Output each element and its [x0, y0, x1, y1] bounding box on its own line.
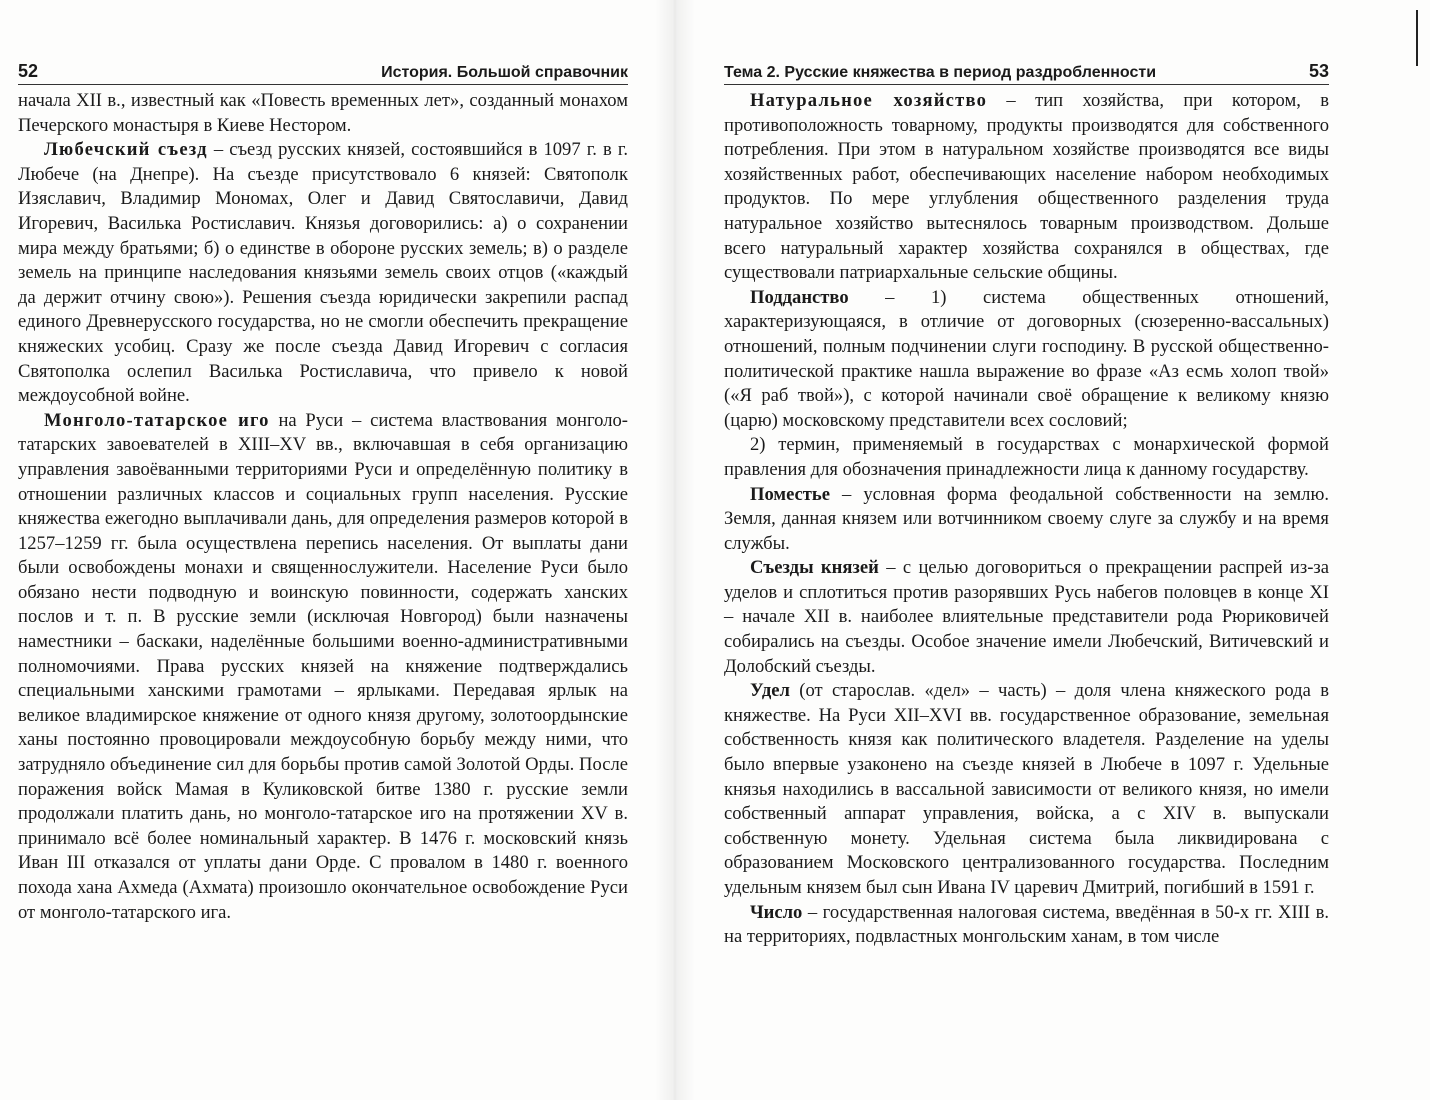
- paragraph-body: – тип хозяйства, при котором, в противоположность товарному, продукты производятся для собственного потребления. При этом в натуральном хозяйстве производятся все виды хозяйственных работ, обеспечивающих население набором необходимых продуктов. По мере углубления общественного разделения труда натуральное хозяйство вытеснялось товарным производством. Дольше всего натуральный характер хозяйства сохранялся в обществах, где существовали патриархальные сельские общины.: [724, 90, 1329, 284]
- left-page-number: 52: [18, 61, 39, 81]
- paragraph-body: – съезд русских князей, состоявшийся в 1097 г. в г. Любече (на Днепре). На съезде присутствовало 6 князей: Святополк Изяславич, Владимир Мономах, Олег и Давид Святославичи, Давид Игоревич, Василька Ростиславич. Князья договорились: а) о сохранении мира между братьями; б) о единстве в обороне русских земель; в) о разделе земель на принципе наследования князьями земель своих отцов («каждый да держит отчину свою»). Решения съезда юридически закрепили распад единого Древнерусского государства, но не смогли обеспечить прекращение княжеских усобиц. Сразу же после съезда Давид Игоревич с согласия Святополка ослепил Василька Ростиславича, что привело к новой междоусобной войне.: [18, 139, 628, 407]
- paragraph: [18, 138, 628, 409]
- paragraph-body: 2) термин, применяемый в государствах с монархической формой правления для обозначения принадлежности лица к данному государству.: [724, 434, 1329, 480]
- right-running-title: Тема 2. Русские княжества в период раздробленности: [724, 64, 1157, 81]
- left-running-head: [18, 58, 628, 85]
- paragraph-body: – государственная налоговая система, введённая в 50-х гг. XIII в. на территориях, подвластных монгольским ханам, в том числе: [724, 901, 1329, 948]
- paragraph: [18, 89, 628, 138]
- paragraph-body: начала XII в., известный как «Повесть временных лет», созданный монахом Печерского монастыря в Киеве Нестором.: [18, 90, 628, 136]
- paragraph: [18, 409, 628, 925]
- term: Любечский съезд: [44, 139, 208, 161]
- paragraph-body: – условная форма феодальной собственности на землю. Земля, данная князем или вотчинником своему слуге за службу и на время службы.: [724, 483, 1329, 554]
- paragraph: [724, 89, 1329, 286]
- left-running-title: История. Большой справочник: [381, 64, 628, 81]
- term: Число: [750, 901, 803, 923]
- right-running-head: [724, 58, 1329, 85]
- page-edge-mark: [1416, 10, 1418, 66]
- left-page-text: [18, 89, 628, 925]
- term: Натуральное хозяйство: [750, 90, 988, 111]
- paragraph-body: – 1) система общественных отношений, характеризующаяся, в отличие от договорных (сюзеренно-вассальных) отношений, полным подчинении слуги господину. В русской общественно-политической практике нашла выражение во фразе «Аз есмь холоп твой» («Я раб твой»), с которой начинали своё обращение к великому князю (царю) московскому представители всех сословий;: [724, 286, 1329, 431]
- right-page-number: 53: [1308, 61, 1329, 81]
- term: Подданство: [750, 286, 849, 308]
- paragraph-body: – с целью договориться о прекращении распрей из-за уделов и сплотиться против разорявших Русь набегов половцев в конце XI – начале XII в. наиболее влиятельные представители рода Рюриковичей собирались на съезды. Особое значение имели Любечский, Витичевский и Долобский съезды.: [724, 557, 1329, 677]
- term: Поместье: [750, 483, 831, 505]
- term: Монголо-татарское иго: [44, 409, 270, 431]
- right-page: [724, 58, 1329, 1078]
- paragraph-body: (от старослав. «дел» – часть) – доля члена княжеского рода в княжестве. На Руси XII–XVI вв. государственное образование, земельная собственность князя как политического владетеля. Разделение на уделы было впервые узаконено на съезде князей в Любече в 1097 г. Удельные князья находились в вассальной зависимости от великого князя, но имели собственный аппарат управления, войска, а с XIV в. выпускали собственную монету. Удельная система была ликвидирована с образованием Московского централизованного государства. Последним удельным князем был сын Ивана IV царевич Дмитрий, погибший в 1591 г.: [724, 680, 1329, 898]
- term: Съезды князей: [750, 557, 879, 579]
- paragraph: [724, 901, 1329, 950]
- term: Удел: [750, 680, 790, 702]
- paragraph: [724, 679, 1329, 900]
- left-page: [18, 58, 628, 1078]
- paragraph: [724, 556, 1329, 679]
- paragraph: [724, 286, 1329, 434]
- paragraph: [724, 483, 1329, 557]
- paragraph: [724, 433, 1329, 482]
- right-page-text: [724, 89, 1329, 950]
- paragraph-body: на Руси – система властвования монголо-татарских завоевателей в XIII–XV вв., включавшая в себя организацию управления завоёванными территориями Руси и определённую политику в отношении различных классов и социальных групп населения. Русские княжества ежегодно выплачивали дань, для определения размеров которой в 1257–1259 гг. была осуществлена перепись населения. От выплаты дани были освобождены монахи и священнослужители. Население Руси было обязано нести подводную и воинскую повинности, содержать ханских послов и т. п. В русские земли (исключая Новгород) были назначены наместники – баскаки, наделённые большими военно-административными полномочиями. Права русских князей на княжение подтверждались специальными ханскими грамотами – ярлыками. Передавая ярлык на великое владимирское княжение от одного князя другому, золотоордынские ханы постоянно провоцировали междоусобную борьбу между ними, что затрудняло объединение сил для борьбы против самой Золотой Орды. После поражения войск Мамая в Куликовской битве 1380 г. русские земли продолжали платить дань, но монголо-татарское иго на протяжении XV в. принимало всё более номинальный характер. В 1476 г. московский князь Иван III отказался от уплаты дани Орде. С провалом в 1480 г. военного похода хана Ахмеда (Ахмата) произошло окончательное освобождение Руси от монголо-татарского ига.: [18, 409, 628, 923]
- book-gutter: [655, 0, 695, 1100]
